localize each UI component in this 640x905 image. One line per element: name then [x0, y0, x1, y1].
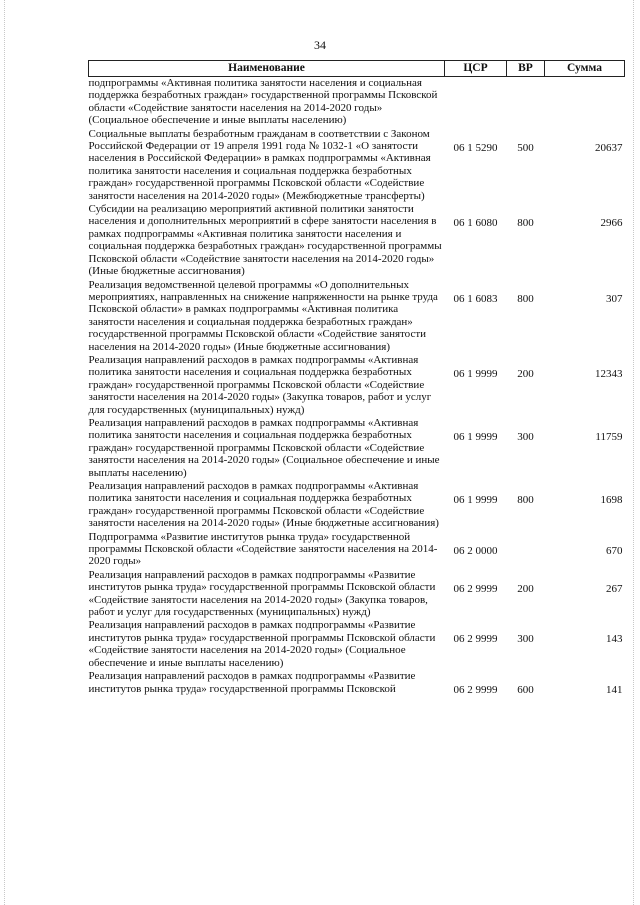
- header-row: [89, 61, 625, 77]
- table-row: [89, 569, 625, 620]
- table-row: [89, 480, 625, 531]
- table-row: [89, 417, 625, 480]
- row-name: Социальные выплаты безработным гражданам в соответствии с Законом Российской Федерации от 19 апреля 1991 года № 1032-1 «О занятости населения в Российской Федерации» в рамках подпрограммы «Активная политика занятости населения и социальная поддержка безработных граждан» государственной программы Псковской области «Содействие занятости населения на 2014-2020 годы» (Межбюджетные трансферты): [88, 127, 431, 202]
- header-name: Наименование: [89, 61, 445, 77]
- row-name: Реализация направлений расходов в рамках подпрограммы «Активная политика занятости населения и социальная поддержка безработных граждан» государственной программы Псковской области «Содействие занятости населения на 2014-2020 годы» (Социальное обеспечение и иные выплаты населению): [88, 416, 440, 479]
- row-csr: 06 2 9999: [453, 633, 498, 646]
- scan-edge-right: [633, 0, 635, 905]
- header-vr: ВР: [507, 61, 545, 77]
- row-name: Реализация направлений расходов в рамках подпрограммы «Развитие институтов рынка труда» государственной программы Псковской области «Содействие занятости населения на 2014-2020 годы» (Социальное обеспечение и иные выплаты населению): [88, 619, 436, 669]
- table-row: [89, 128, 625, 203]
- row-sum: 141: [606, 684, 623, 697]
- page-number: 34: [314, 38, 326, 52]
- row-name: Реализация ведомственной целевой программы «О дополнительных мероприятиях, направленных на снижение напряженности на рынке труда Псковской области» в рамках подпрограммы «Активная политика занятости населения и социальная поддержка безработных граждан» государственной программы Псковской области «Содействие занятости населения на 2014-2020 годы» (Иные бюджетные ассигнования): [88, 278, 438, 353]
- row-name: Реализация направлений расходов в рамках подпрограммы «Активная политика занятости населения и социальная поддержка безработных граждан» государственной программы Псковской области «Содействие занятости населения на 2014-2020 годы» (Закупка товаров, работ и услуг для государственных (муниципальных) нужд): [88, 353, 432, 416]
- row-name: подпрограммы «Активная политика занятости населения и социальная поддержка безработных граждан» государственной программы Псковской области «Содействие занятости населения на 2014-2020 годы» (Социальное обеспечение и иные выплаты населению): [88, 77, 438, 127]
- row-name: Реализация направлений расходов в рамках подпрограммы «Развитие институтов рынка труда» государственной программы Псковской: [88, 670, 416, 695]
- table-row: [89, 670, 625, 696]
- row-csr: 06 1 9999: [453, 367, 498, 380]
- row-sum: 670: [606, 544, 623, 557]
- row-name: Подпрограмма «Развитие институтов рынка труда» государственной программы Псковской области «Содействие занятости населения на 2014-2020 годы»: [88, 530, 438, 568]
- row-vr: [507, 531, 545, 569]
- row-name: Субсидии на реализацию мероприятий активной политики занятости населения и дополнительных мероприятий в сфере занятости населения в рамках подпрограммы «Активная политика занятости населения и социальная поддержка безработных граждан» государственной программы Псковской области «Содействие занятости населения на 2014-2020 годы» (Иные бюджетные ассигнования): [88, 203, 442, 278]
- row-sum: 267: [606, 582, 623, 595]
- row-sum: 1698: [600, 494, 623, 506]
- table-row: [89, 619, 625, 670]
- table-body: [89, 77, 625, 697]
- row-csr: 06 2 0000: [453, 544, 498, 557]
- row-vr: 800: [517, 292, 534, 305]
- row-sum: 12343: [595, 367, 623, 380]
- budget-table: [88, 60, 625, 697]
- row-name: Реализация направлений расходов в рамках подпрограммы «Развитие институтов рынка труда» государственной программы Псковской области «Содействие занятости населения на 2014-2020 годы» (Закупка товаров, работ и услуг для государственных (муниципальных) нужд): [88, 568, 436, 619]
- row-vr: 200: [517, 582, 534, 595]
- row-sum: [545, 77, 625, 128]
- row-vr: [507, 77, 545, 128]
- table-row: [89, 77, 625, 128]
- header-sum: Сумма: [545, 61, 625, 77]
- row-csr: 06 1 9999: [453, 430, 498, 443]
- scan-edge-left: [4, 0, 6, 905]
- table-row: [89, 531, 625, 569]
- row-vr: 600: [517, 684, 534, 697]
- row-sum: 20637: [595, 141, 623, 154]
- table-header: [89, 61, 625, 77]
- row-vr: 800: [517, 217, 534, 230]
- table-row: [89, 354, 625, 417]
- row-vr: 800: [517, 494, 534, 506]
- row-vr: 300: [517, 633, 534, 646]
- row-vr: 200: [517, 367, 534, 380]
- row-sum: 143: [606, 633, 623, 646]
- row-csr: [445, 77, 507, 128]
- table-row: [89, 203, 625, 278]
- row-sum: 307: [606, 292, 623, 305]
- row-csr: 06 1 9999: [453, 494, 498, 506]
- row-vr: 300: [517, 430, 534, 443]
- row-vr: 500: [517, 141, 534, 154]
- row-csr: 06 1 6083: [453, 292, 498, 305]
- row-csr: 06 2 9999: [453, 684, 498, 697]
- row-sum: 11759: [595, 430, 623, 443]
- header-csr: ЦСР: [445, 61, 507, 77]
- row-sum: 2966: [600, 217, 623, 230]
- row-csr: 06 1 6080: [453, 217, 498, 230]
- row-csr: 06 2 9999: [453, 582, 498, 595]
- row-name: Реализация направлений расходов в рамках подпрограммы «Активная политика занятости населения и социальная поддержка безработных граждан» государственной программы Псковской области «Содействие занятости населения на 2014-2020 годы» (Иные бюджетные ассигнования): [88, 480, 439, 530]
- table-row: [89, 279, 625, 354]
- row-csr: 06 1 5290: [453, 141, 498, 154]
